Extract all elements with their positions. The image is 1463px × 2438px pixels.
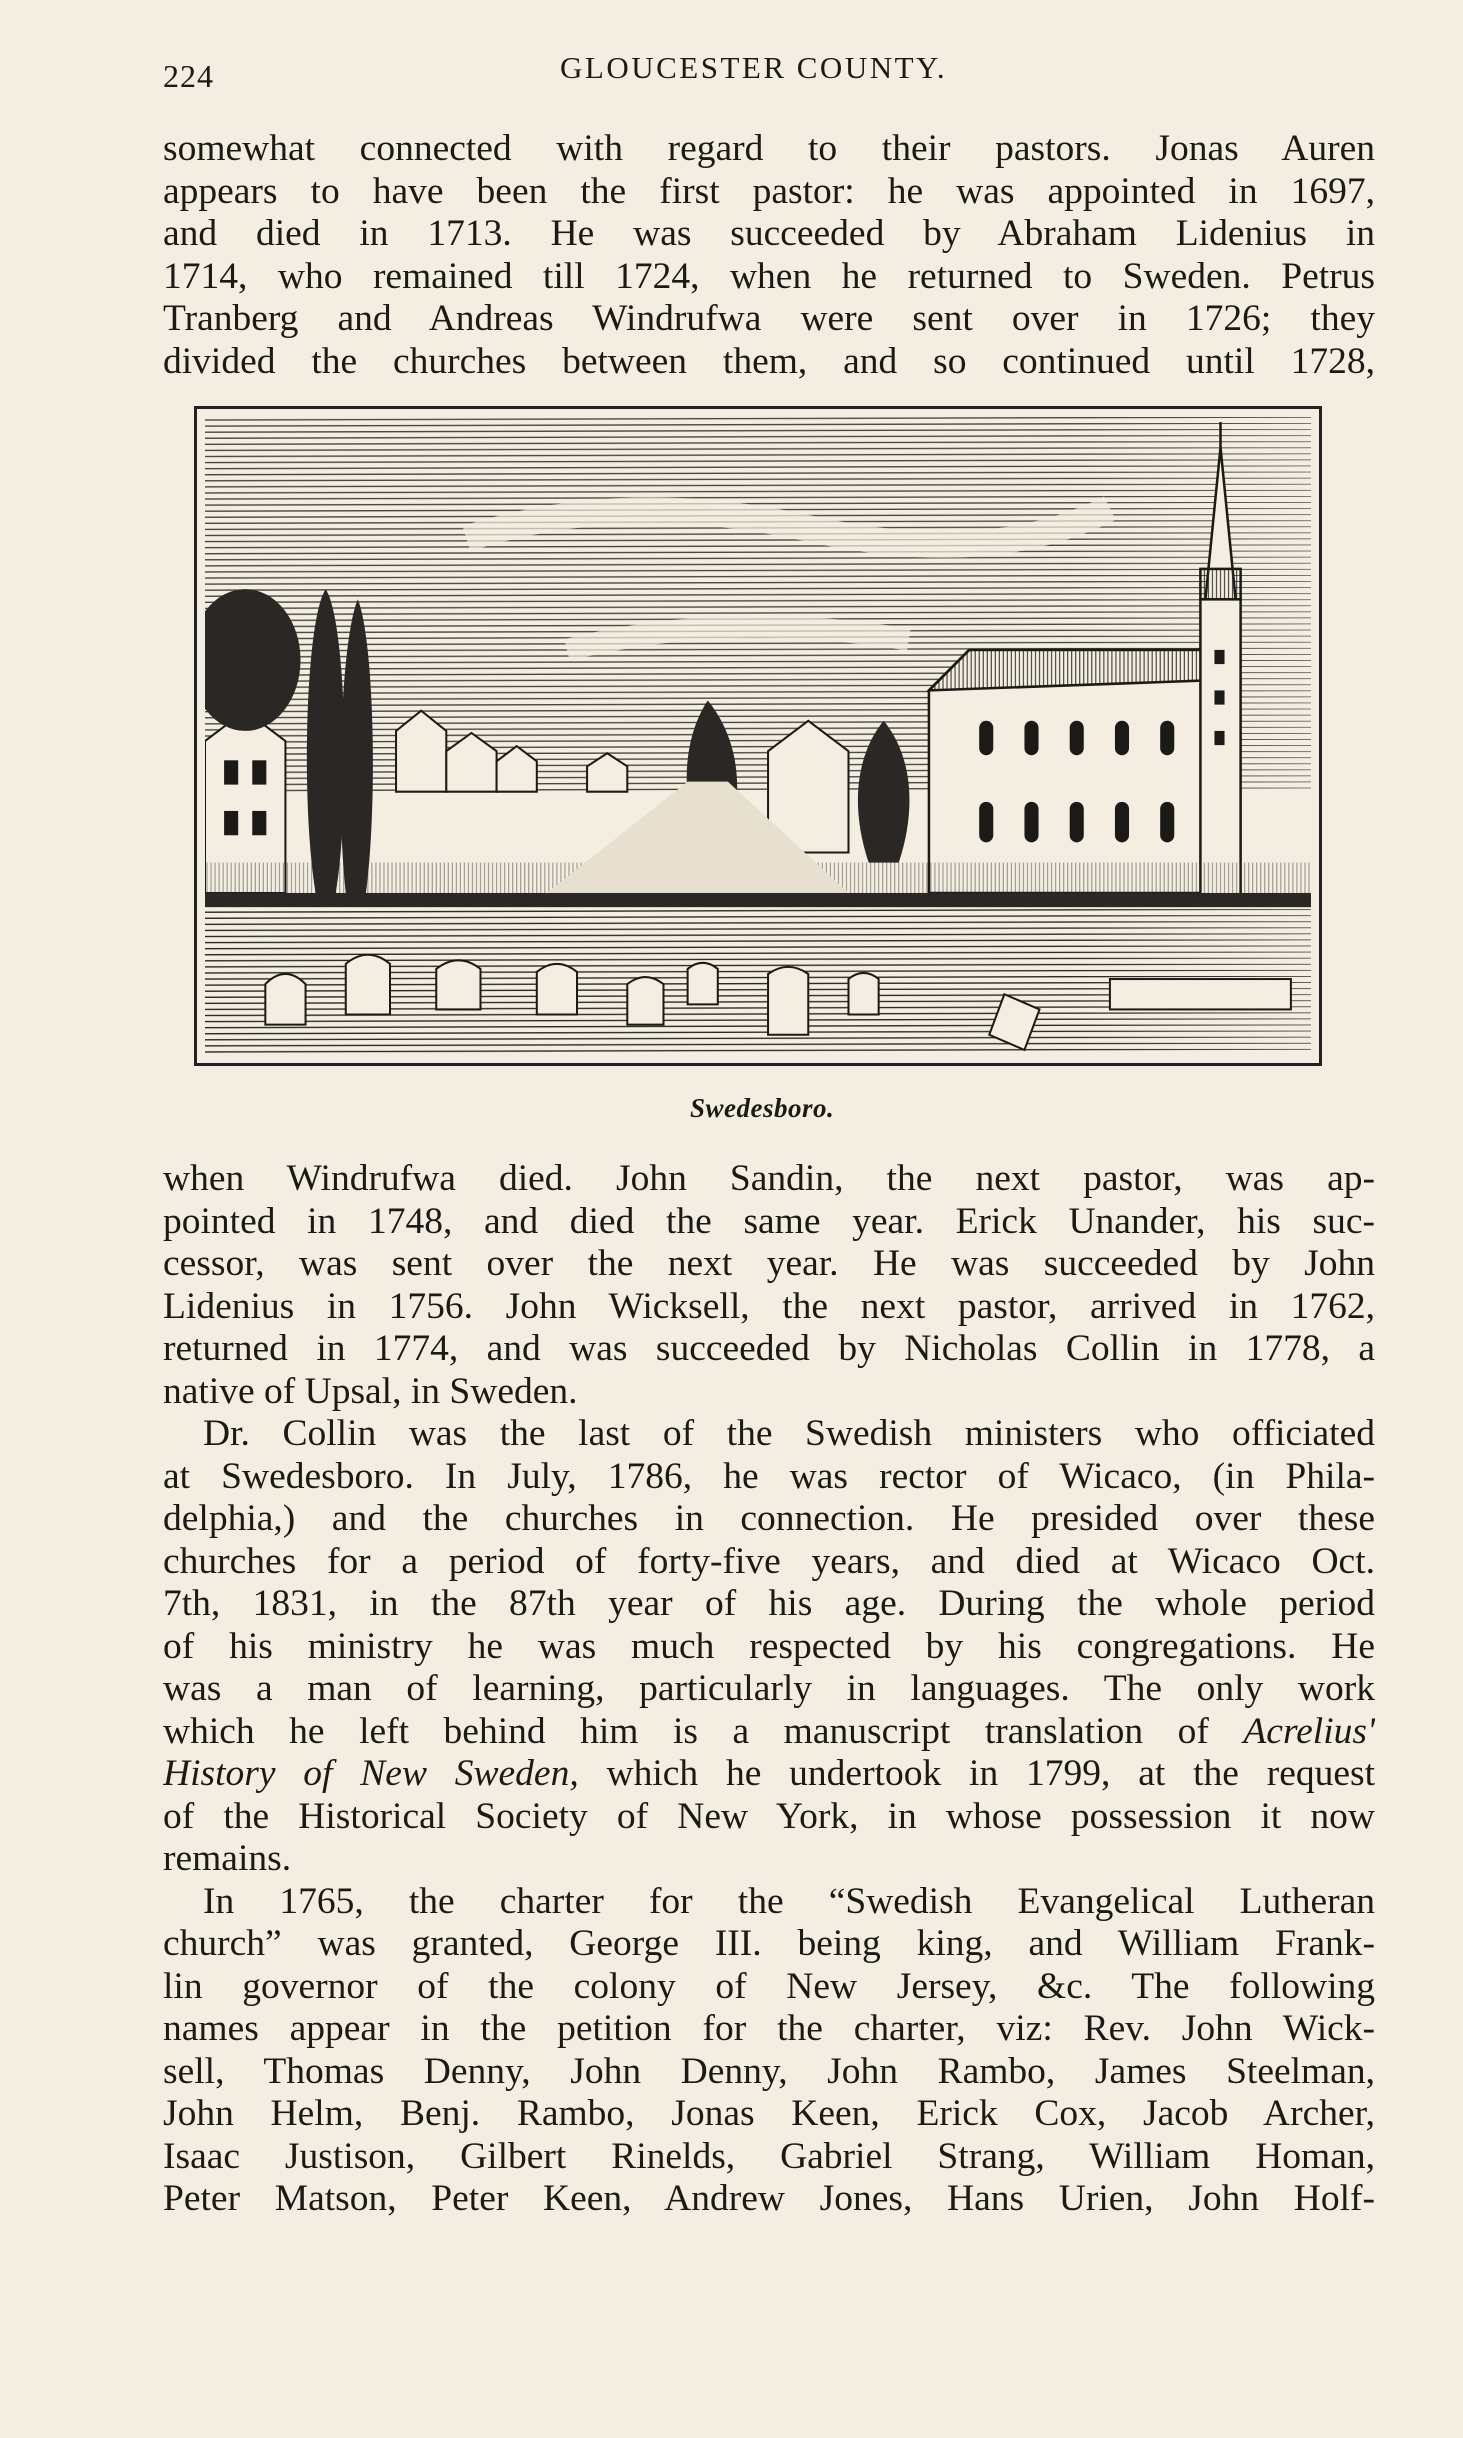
text-line: sell, Thomas Denny, John Denny, John Rambo, James Steelman, [163,2050,1375,2092]
running-head: GLOUCESTER COUNTY. [560,50,948,85]
text-line: divided the churches between them, and so continued until 1728, [163,340,1375,382]
text-line: of his ministry he was much respected by his congregations. He [163,1625,1375,1667]
text-line: appears to have been the first pastor: he was appointed in 1697, [163,170,1375,212]
text-line: of the Historical Society of New York, in whose possession it now [163,1795,1375,1837]
text-line: native of Upsal, in Sweden. [163,1370,578,1412]
figure-caption: Swedesboro. [690,1093,835,1123]
text-line: churches for a period of forty-five years, and died at Wicaco Oct. [163,1540,1375,1582]
text-line: Lidenius in 1756. John Wicksell, the next pastor, arrived in 1762, [163,1285,1375,1327]
page-number: 224 [163,58,214,94]
paragraph-top [163,128,1375,383]
text-line: church” was granted, George III. being king, and William Frank- [163,1923,1375,1964]
text-line: Peter Matson, Peter Keen, Andrew Jones, Hans Urien, John Holf- [163,2178,1375,2219]
text-line: somewhat connected with regard to their pastors. Jonas Auren [163,128,1375,169]
text-line: at Swedesboro. In July, 1786, he was rector of Wicaco, (in Phila- [163,1455,1375,1497]
text-line: was a man of learning, particularly in languages. The only work [163,1668,1375,1709]
text-line: Tranberg and Andreas Windrufwa were sent over in 1726; they [163,298,1375,339]
text-line: Dr. Collin was the last of the Swedish ministers who officiated [203,1413,1375,1454]
engraving-figure [194,406,1322,1066]
text-line: 1714, who remained till 1724, when he returned to Sweden. Petrus [163,255,1375,297]
text-line: John Helm, Benj. Rambo, Jonas Keen, Erick Cox, Jacob Archer, [163,2093,1375,2134]
text-line: delphia,) and the churches in connection. He presided over these [163,1498,1375,1539]
body-text [163,1158,1375,2221]
text-run: which he left behind him is a manuscript translation of [163,1710,1244,1752]
text-line: 7th, 1831, in the 87th year of his age. During the whole period [163,1583,1375,1624]
text-line: remains. [163,1838,292,1879]
book-title-italic: Acrelius' [1243,1710,1375,1752]
text-line [163,1753,1375,1796]
text-line: lin governor of the colony of New Jersey, &c. The following [163,1965,1375,2007]
text-line: Isaac Justison, Gilbert Rinelds, Gabriel Strang, William Homan, [163,2135,1375,2177]
text-line: returned in 1774, and was succeeded by Nicholas Collin in 1778, a [163,1328,1375,1369]
text-line: pointed in 1748, and died the same year. Erick Unander, his suc- [163,1200,1375,1242]
text-run: which he undertook in 1799, at the request [578,1753,1375,1794]
text-line: cessor, was sent over the next year. He was succeeded by John [163,1243,1375,1284]
book-title-italic: History of New Sweden, [163,1753,579,1794]
text-line: when Windrufwa died. John Sandin, the next pastor, was ap- [163,1158,1375,1199]
swedesboro-engraving [205,417,1311,1055]
text-line: and died in 1713. He was succeeded by Abraham Lidenius in [163,213,1375,254]
text-line: names appear in the petition for the charter, viz: Rev. John Wick- [163,2008,1375,2049]
text-line [163,1711,1375,1754]
text-line: In 1765, the charter for the “Swedish Evangelical Lutheran [203,1880,1375,1922]
